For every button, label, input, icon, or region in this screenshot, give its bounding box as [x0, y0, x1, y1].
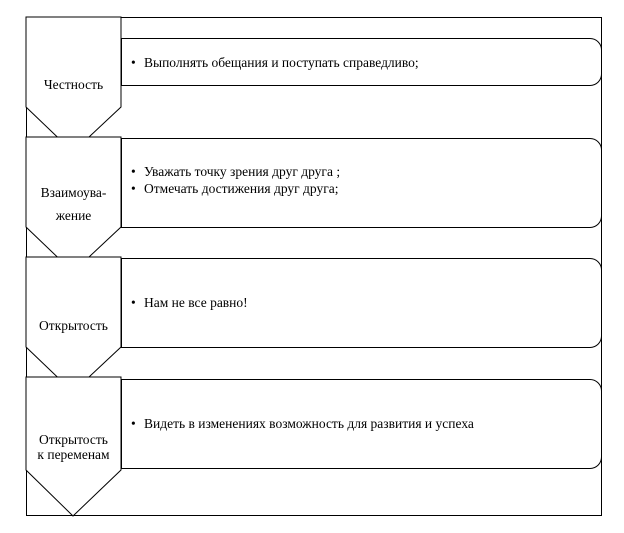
bullet-item: • Выполнять обещания и поступать справедливо; [122, 55, 601, 70]
bullet-item: • Уважать точку зрения друг друга ; [122, 164, 601, 179]
step-label-line: к переменам [37, 447, 110, 462]
bullet-item: • Отмечать достижения друг друга; [122, 181, 601, 196]
step-label-line: Открытость [39, 432, 108, 447]
step-box-honesty [121, 38, 602, 86]
bullet-item: • Видеть в изменениях возможность для развития и успеха [122, 416, 601, 431]
step-label-honesty [26, 77, 121, 92]
step-box-openness [121, 258, 602, 348]
step-label-respect [26, 185, 121, 223]
step-label-line: Взаимоува- [40, 185, 107, 200]
step-box-respect [121, 138, 602, 228]
step-label-line: Честность [43, 77, 104, 92]
bullet-item: • Нам не все равно! [122, 295, 601, 310]
step-label-line: жение [55, 208, 92, 223]
step-label-line: Открытость [39, 318, 108, 333]
step-box-openness-change [121, 379, 602, 469]
step-label-openness-change [26, 432, 121, 462]
step-label-openness [26, 318, 121, 333]
